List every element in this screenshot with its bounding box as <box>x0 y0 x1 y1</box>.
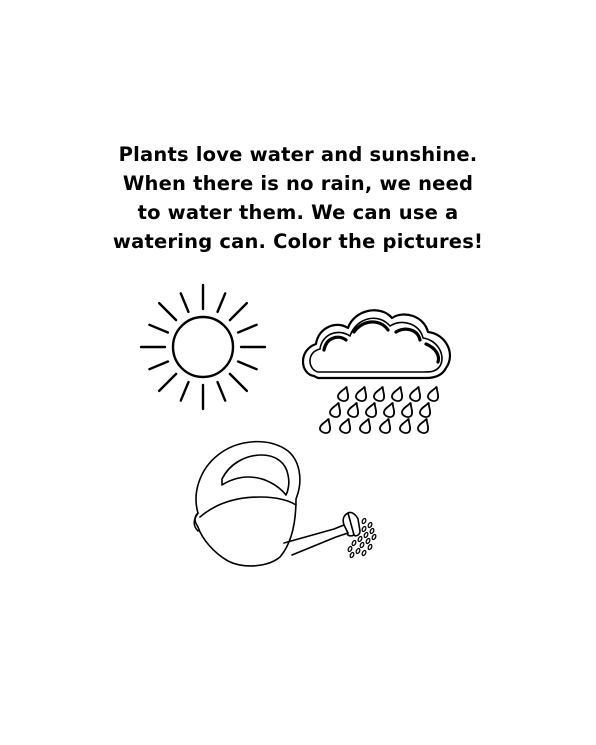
water-droplet <box>359 542 364 548</box>
water-droplet <box>361 518 366 524</box>
water-droplet <box>361 550 366 556</box>
water-droplet <box>367 544 372 550</box>
rain-drop <box>337 385 352 403</box>
rain-drop <box>409 385 424 403</box>
rain-drop <box>347 401 362 419</box>
rain-drop <box>391 385 406 403</box>
water-droplet <box>351 540 356 546</box>
rain-drop <box>319 417 334 435</box>
sun-ray <box>149 325 167 333</box>
sun-ray <box>238 325 256 333</box>
sun-ray <box>159 303 176 320</box>
rain-drop <box>379 417 394 435</box>
sun-ray <box>159 374 176 391</box>
sun-ray <box>181 293 189 311</box>
rain-drop <box>399 417 414 435</box>
rain-drop <box>339 417 354 435</box>
sun-ray <box>238 362 256 370</box>
instruction-text <box>0 140 596 256</box>
sun-ray <box>149 362 167 370</box>
water-droplet <box>363 532 368 538</box>
rain-drop <box>417 417 432 435</box>
rain-drop <box>401 401 416 419</box>
rain-drop <box>419 401 434 419</box>
water-droplet <box>365 538 370 544</box>
water-droplet <box>347 546 352 552</box>
rain-drop <box>359 417 374 435</box>
instruction-line-4: watering can. Color the pictures! <box>112 230 484 253</box>
rain-cloud-icon <box>296 298 456 458</box>
instruction-line-2: When there is no rain, we need <box>122 172 474 195</box>
water-droplet <box>357 536 362 542</box>
water-droplet <box>355 548 360 554</box>
rain-drop <box>329 401 344 419</box>
water-droplet <box>361 526 366 532</box>
water-droplet <box>367 522 372 528</box>
sun-ray <box>218 382 226 400</box>
rain-drop <box>427 385 442 403</box>
sun-ray <box>181 382 189 400</box>
watering-can-icon <box>184 435 384 575</box>
sun-ray <box>230 374 247 391</box>
instruction-line-3: to water them. We can use a <box>137 201 459 224</box>
instruction-line-1: Plants love water and sunshine. <box>118 143 478 166</box>
rain-drop <box>373 385 388 403</box>
rain-drop <box>383 401 398 419</box>
rain-drop <box>355 385 370 403</box>
sun-ray <box>218 293 226 311</box>
water-droplet <box>371 534 376 540</box>
water-droplet <box>349 552 354 558</box>
water-droplet <box>369 528 374 534</box>
sun-ray <box>230 303 247 320</box>
sun-icon <box>138 282 268 412</box>
rain-drop <box>365 401 380 419</box>
